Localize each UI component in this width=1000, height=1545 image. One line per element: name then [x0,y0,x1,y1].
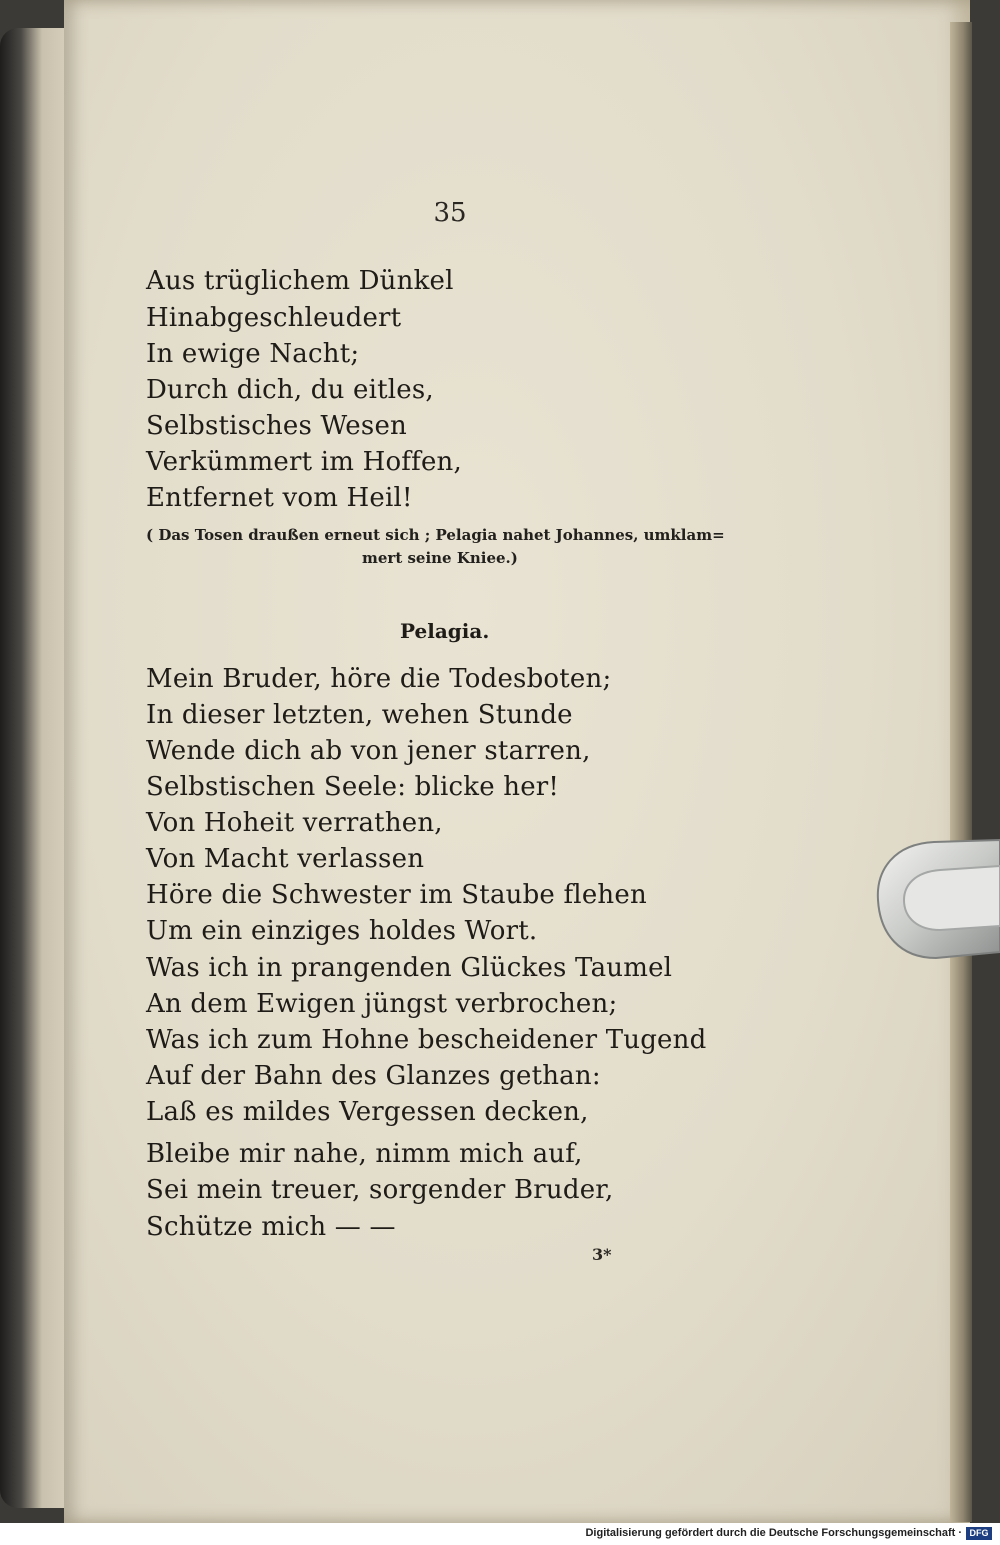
signature-mark: 3* [592,1245,612,1264]
verse-line: Mein Bruder, höre die Todesboten; [146,664,612,694]
verse-line: Was ich in prangenden Glückes Taumel [146,953,673,983]
verse-line: Auf der Bahn des Glanzes gethan: [146,1061,601,1091]
verse-line: Laß es mildes Vergessen decken, [146,1097,589,1127]
verse-line: Schütze mich — — [146,1212,396,1242]
speaker-name: Pelagia. [400,619,490,643]
verse-line: Von Hoheit verrathen, [146,808,443,838]
footer-credit: Digitalisierung gefördert durch die Deutsche Forschungsgemeinschaft · [585,1527,962,1539]
verse-line: Verkümmert im Hoffen, [146,447,462,477]
stage-direction-line: ( Das Tosen draußen erneut sich ; Pelagia nahet Johannes, umklam= [146,526,725,544]
verse-line: Hinabgeschleudert [146,303,402,333]
verse-line: An dem Ewigen jüngst verbrochen; [146,989,618,1019]
verse-line: Selbstischen Seele: blicke her! [146,772,560,802]
verse-line: Entfernet vom Heil! [146,483,413,513]
stage-direction-line: mert seine Kniee.) [362,549,518,567]
verse-line: Was ich zum Hohne bescheidener Tugend [146,1025,707,1055]
verse-line: Von Macht verlassen [146,844,425,874]
verse-line: In dieser letzten, wehen Stunde [146,700,573,730]
verse-line: Um ein einziges holdes Wort. [146,916,538,946]
verse-line: Durch dich, du eitles, [146,375,434,405]
verse-line: Aus trüglichem Dünkel [146,266,454,296]
page-clip-holder [874,830,1000,970]
page-number: 35 [433,198,467,228]
book-right-edge [950,22,972,1522]
verse-line: Sei mein treuer, sorgender Bruder, [146,1175,614,1205]
verse-line: Wende dich ab von jener starren, [146,736,591,766]
verse-line: Bleibe mir nahe, nimm mich auf, [146,1139,583,1169]
verse-line: Selbstisches Wesen [146,411,407,441]
dfg-logo: DFG [966,1527,992,1540]
verse-line: Höre die Schwester im Staube flehen [146,880,647,910]
verse-line: In ewige Nacht; [146,339,360,369]
adjacent-page-edge [0,28,70,1508]
